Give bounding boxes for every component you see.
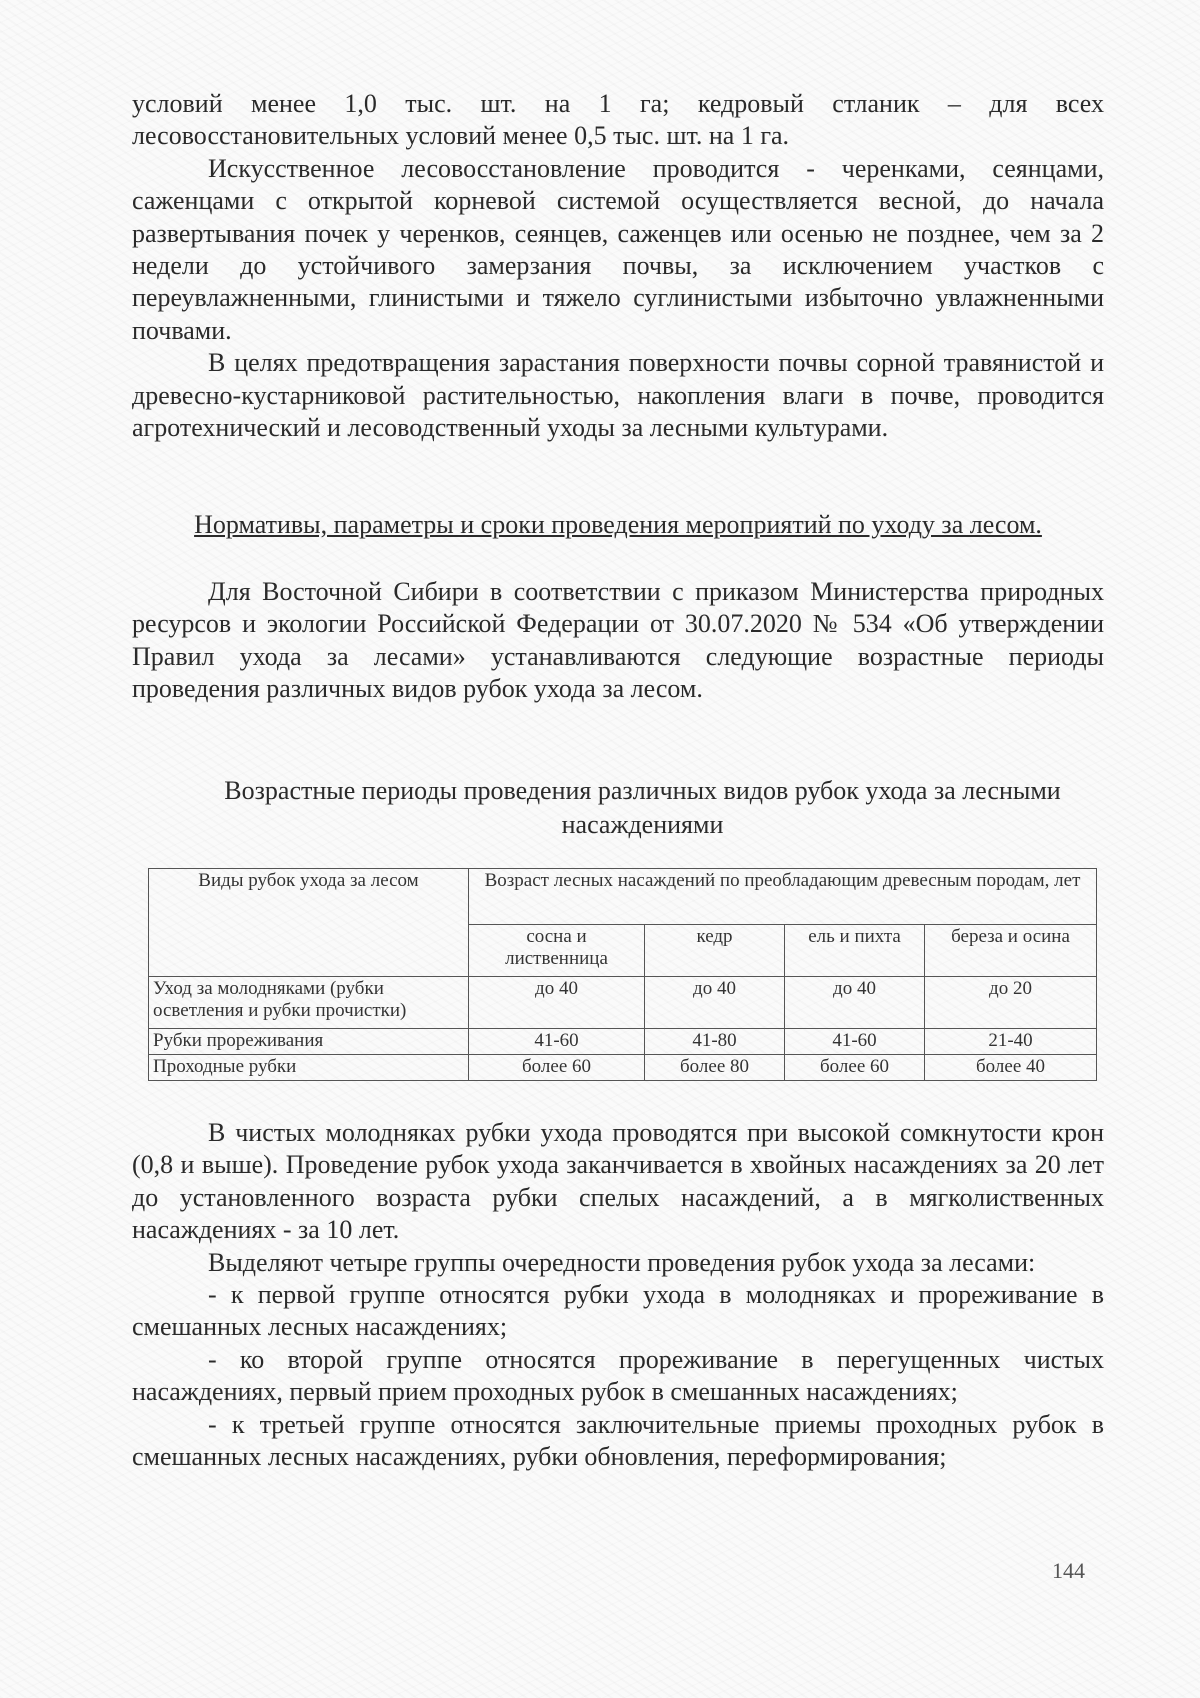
intro-text <box>132 576 1104 706</box>
list-item: - к третьей группе относятся заключительные приемы проходных рубок в смешанных лесных насаждениях, рубки обновления, переформирования; <box>132 1409 1104 1472</box>
row-label: Рубки прореживания <box>149 1029 469 1055</box>
table-row <box>149 1029 1097 1055</box>
column-header: кедр <box>645 925 785 977</box>
table-row <box>149 1055 1097 1081</box>
paragraph: условий менее 1,0 тыс. шт. на 1 га; кедровый стланик – для всех лесовосстановительных условий менее 0,5 тыс. шт. на 1 га. <box>132 89 1104 151</box>
table-cell: до 40 <box>469 977 645 1029</box>
table-cell: до 40 <box>785 977 925 1029</box>
section-heading: Нормативы, параметры и сроки проведения мероприятий по уходу за лесом. <box>194 510 1042 539</box>
column-header: ель и пихта <box>785 925 925 977</box>
page-number: 144 <box>1052 1558 1085 1583</box>
paragraph: Искусственное лесовосстановление проводится - черенками, сеянцами, саженцами с открытой корневой системой осуществляется весной, до начала развертывания почек у черенков, сеянцев, саженцев или осенью не позднее, чем за 2 недели до устойчивого замерзания почвы, за исключением участков с переувлажненными, глинистыми и тяжело суглинистыми избыточно увлажненными почвами. <box>132 153 1104 345</box>
table-cell: 21-40 <box>925 1029 1097 1055</box>
list-item: - к первой группе относятся рубки ухода в молодняках и прореживание в смешанных лесных насаждениях; <box>132 1280 1104 1342</box>
table-row <box>149 977 1097 1029</box>
table-cell: более 60 <box>469 1055 645 1081</box>
row-label: Проходные рубки <box>149 1055 469 1081</box>
column-header: сосна и лиственница <box>469 925 645 977</box>
table-cell: до 20 <box>925 977 1097 1029</box>
table-cell: 41-60 <box>469 1029 645 1055</box>
table-title: Возрастные периоды проведения различных видов рубок ухода за лесными насаждениями <box>224 776 1061 839</box>
table-group-header: Возраст лесных насаждений по преобладающим древесным породам, лет <box>469 869 1097 925</box>
row-label: Уход за молодняками (рубки осветления и рубки прочистки) <box>149 977 469 1029</box>
paragraph: В чистых молодняках рубки ухода проводятся при высокой сомкнутости крон (0,8 и выше). Проведение рубок ухода заканчивается в хвойных насаждениях за 20 лет до установленного возраста рубки спелых насаждений, а в мягколиственных насаждениях - за 10 лет. <box>132 1118 1104 1245</box>
table-cell: 41-80 <box>645 1029 785 1055</box>
table-cell: более 60 <box>785 1055 925 1081</box>
paragraph: Для Восточной Сибири в соответствии с приказом Министерства природных ресурсов и экологии Российской Федерации от 30.07.2020 № 534 «Об утверждении Правил ухода за лесами» устанавливаются следующие возрастные периоды проведения различных видов рубок ухода за лесом. <box>132 577 1104 704</box>
table-cell: до 40 <box>645 977 785 1029</box>
body-text-bottom <box>132 1117 1104 1473</box>
table-corner-header: Виды рубок ухода за лесом <box>149 869 469 977</box>
column-header: береза и осина <box>925 925 1097 977</box>
paragraph: Выделяют четыре группы очередности проведения рубок ухода за лесами: <box>208 1247 1036 1277</box>
table-cell: более 40 <box>925 1055 1097 1081</box>
table-cell: более 80 <box>645 1055 785 1081</box>
table-cell: 41-60 <box>785 1029 925 1055</box>
list-item: - ко второй группе относятся прореживание в перегущенных чистых насаждениях, первый прием проходных рубок в смешанных насаждениях; <box>132 1344 1104 1407</box>
paragraph: В целях предотвращения зарастания поверхности почвы сорной травянистой и древесно-кустарниковой растительностью, накопления влаги в почве, проводится агротехнический и лесоводственный уходы за лесными культурами. <box>132 348 1104 443</box>
cutting-periods-table <box>148 868 1097 1081</box>
body-text-top <box>132 88 1104 444</box>
